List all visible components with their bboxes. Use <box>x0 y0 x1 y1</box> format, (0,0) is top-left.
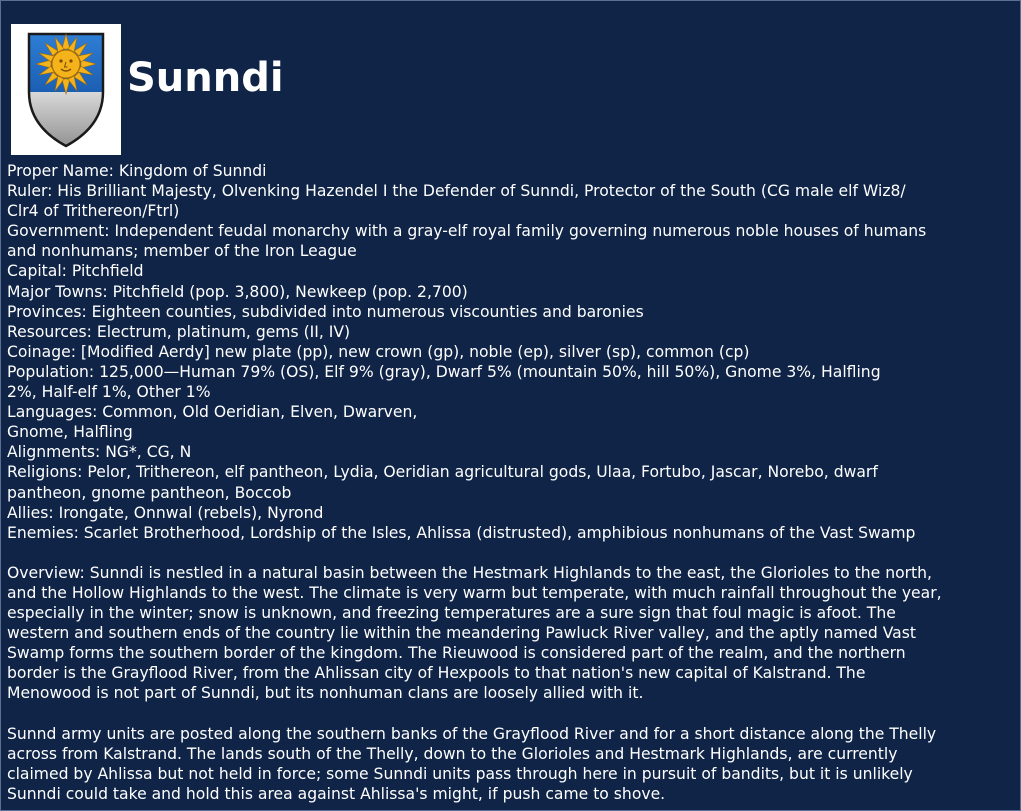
overview-line: and the Hollow Highlands to the west. The climate is very warm but temperate, with much rainfall throughout the year, <box>7 583 942 602</box>
overview-paragraph <box>7 563 1013 704</box>
army-line: Sunnd army units are posted along the southern banks of the Grayflood River and for a short distance along the Thelly <box>7 724 937 743</box>
country-description <box>7 161 1013 804</box>
info-line: Enemies: Scarlet Brotherhood, Lordship of the Isles, Ahlissa (distrusted), amphibious nonhumans of the Vast Swamp <box>7 523 916 542</box>
info-line: and nonhumans; member of the Iron League <box>7 242 357 261</box>
info-line: Alignments: NG*, CG, N <box>7 443 192 462</box>
paragraph-gap <box>7 704 1013 724</box>
army-paragraph <box>7 724 1013 804</box>
info-line: pantheon, gnome pantheon, Boccob <box>7 483 292 502</box>
info-line: Proper Name: Kingdom of Sunndi <box>7 162 267 180</box>
info-line: 2%, Half-elf 1%, Other 1% <box>7 383 211 402</box>
overview-line: Overview: Sunndi is nestled in a natural basin between the Hestmark Highlands to the east, the Glorioles to the north, <box>7 563 932 582</box>
army-line: claimed by Ahlissa but not held in force; some Sunndi units pass through here in pursuit of bandits, but it is unlikely <box>7 764 913 783</box>
info-block <box>7 161 1013 543</box>
info-line: Languages: Common, Old Oeridian, Elven, Dwarven, <box>7 403 418 422</box>
overview-line: especially in the winter; snow is unknown, and freezing temperatures are a sure sign that foul magic is afoot. The <box>7 604 896 623</box>
info-line: Resources: Electrum, platinum, gems (II, IV) <box>7 322 351 341</box>
info-line: Allies: Irongate, Onnwal (rebels), Nyrond <box>7 503 324 522</box>
info-line: Population: 125,000—Human 79% (OS), Elf 9% (gray), Dwarf 5% (mountain 50%, hill 50%), Gnome 3%, Halfling <box>7 362 881 381</box>
sun-crest-icon <box>11 24 121 155</box>
info-line: Government: Independent feudal monarchy with a gray-elf royal family governing numerous noble houses of humans <box>7 222 927 241</box>
overview-line: western and southern ends of the country lie within the meandering Pawluck River valley, and the aptly named Vast <box>7 624 916 643</box>
info-line: Clr4 of Trithereon/Ftrl) <box>7 202 180 221</box>
info-line: Ruler: His Brilliant Majesty, Olvenking Hazendel I the Defender of Sunndi, Protector of the South (CG male elf Wiz8/ <box>7 182 906 201</box>
info-line: Coinage: [Modified Aerdy] new plate (pp), new crown (gp), noble (ep), silver (sp), common (cp) <box>7 342 750 361</box>
page-title: Sunndi <box>127 55 284 101</box>
info-line: Religions: Pelor, Trithereon, elf pantheon, Lydia, Oeridian agricultural gods, Ulaa, Fortubo, Jascar, Norebo, dwarf <box>7 463 878 482</box>
army-line: across from Kalstrand. The lands south of the Thelly, down to the Glorioles and Hestmark Highlands, are currently <box>7 744 898 763</box>
info-line: Provinces: Eighteen counties, subdivided into numerous viscounties and baronies <box>7 302 644 321</box>
info-line: Capital: Pitchfield <box>7 262 144 281</box>
info-line: Major Towns: Pitchfield (pop. 3,800), Newkeep (pop. 2,700) <box>7 282 468 301</box>
army-line: Sunndi could take and hold this area against Ahlissa's might, if push came to shove. <box>7 784 666 803</box>
overview-line: border is the Grayflood River, from the Ahlissan city of Hexpools to that nation's new capital of Kalstrand. The <box>7 664 866 683</box>
paragraph-gap <box>7 543 1013 563</box>
overview-line: Menowood is not part of Sunndi, but its nonhuman clans are loosely allied with it. <box>7 684 644 703</box>
crest-image <box>11 24 121 155</box>
info-line: Gnome, Halfling <box>7 423 133 442</box>
overview-line: Swamp forms the southern border of the kingdom. The Rieuwood is considered part of the realm, and the northern <box>7 644 906 663</box>
